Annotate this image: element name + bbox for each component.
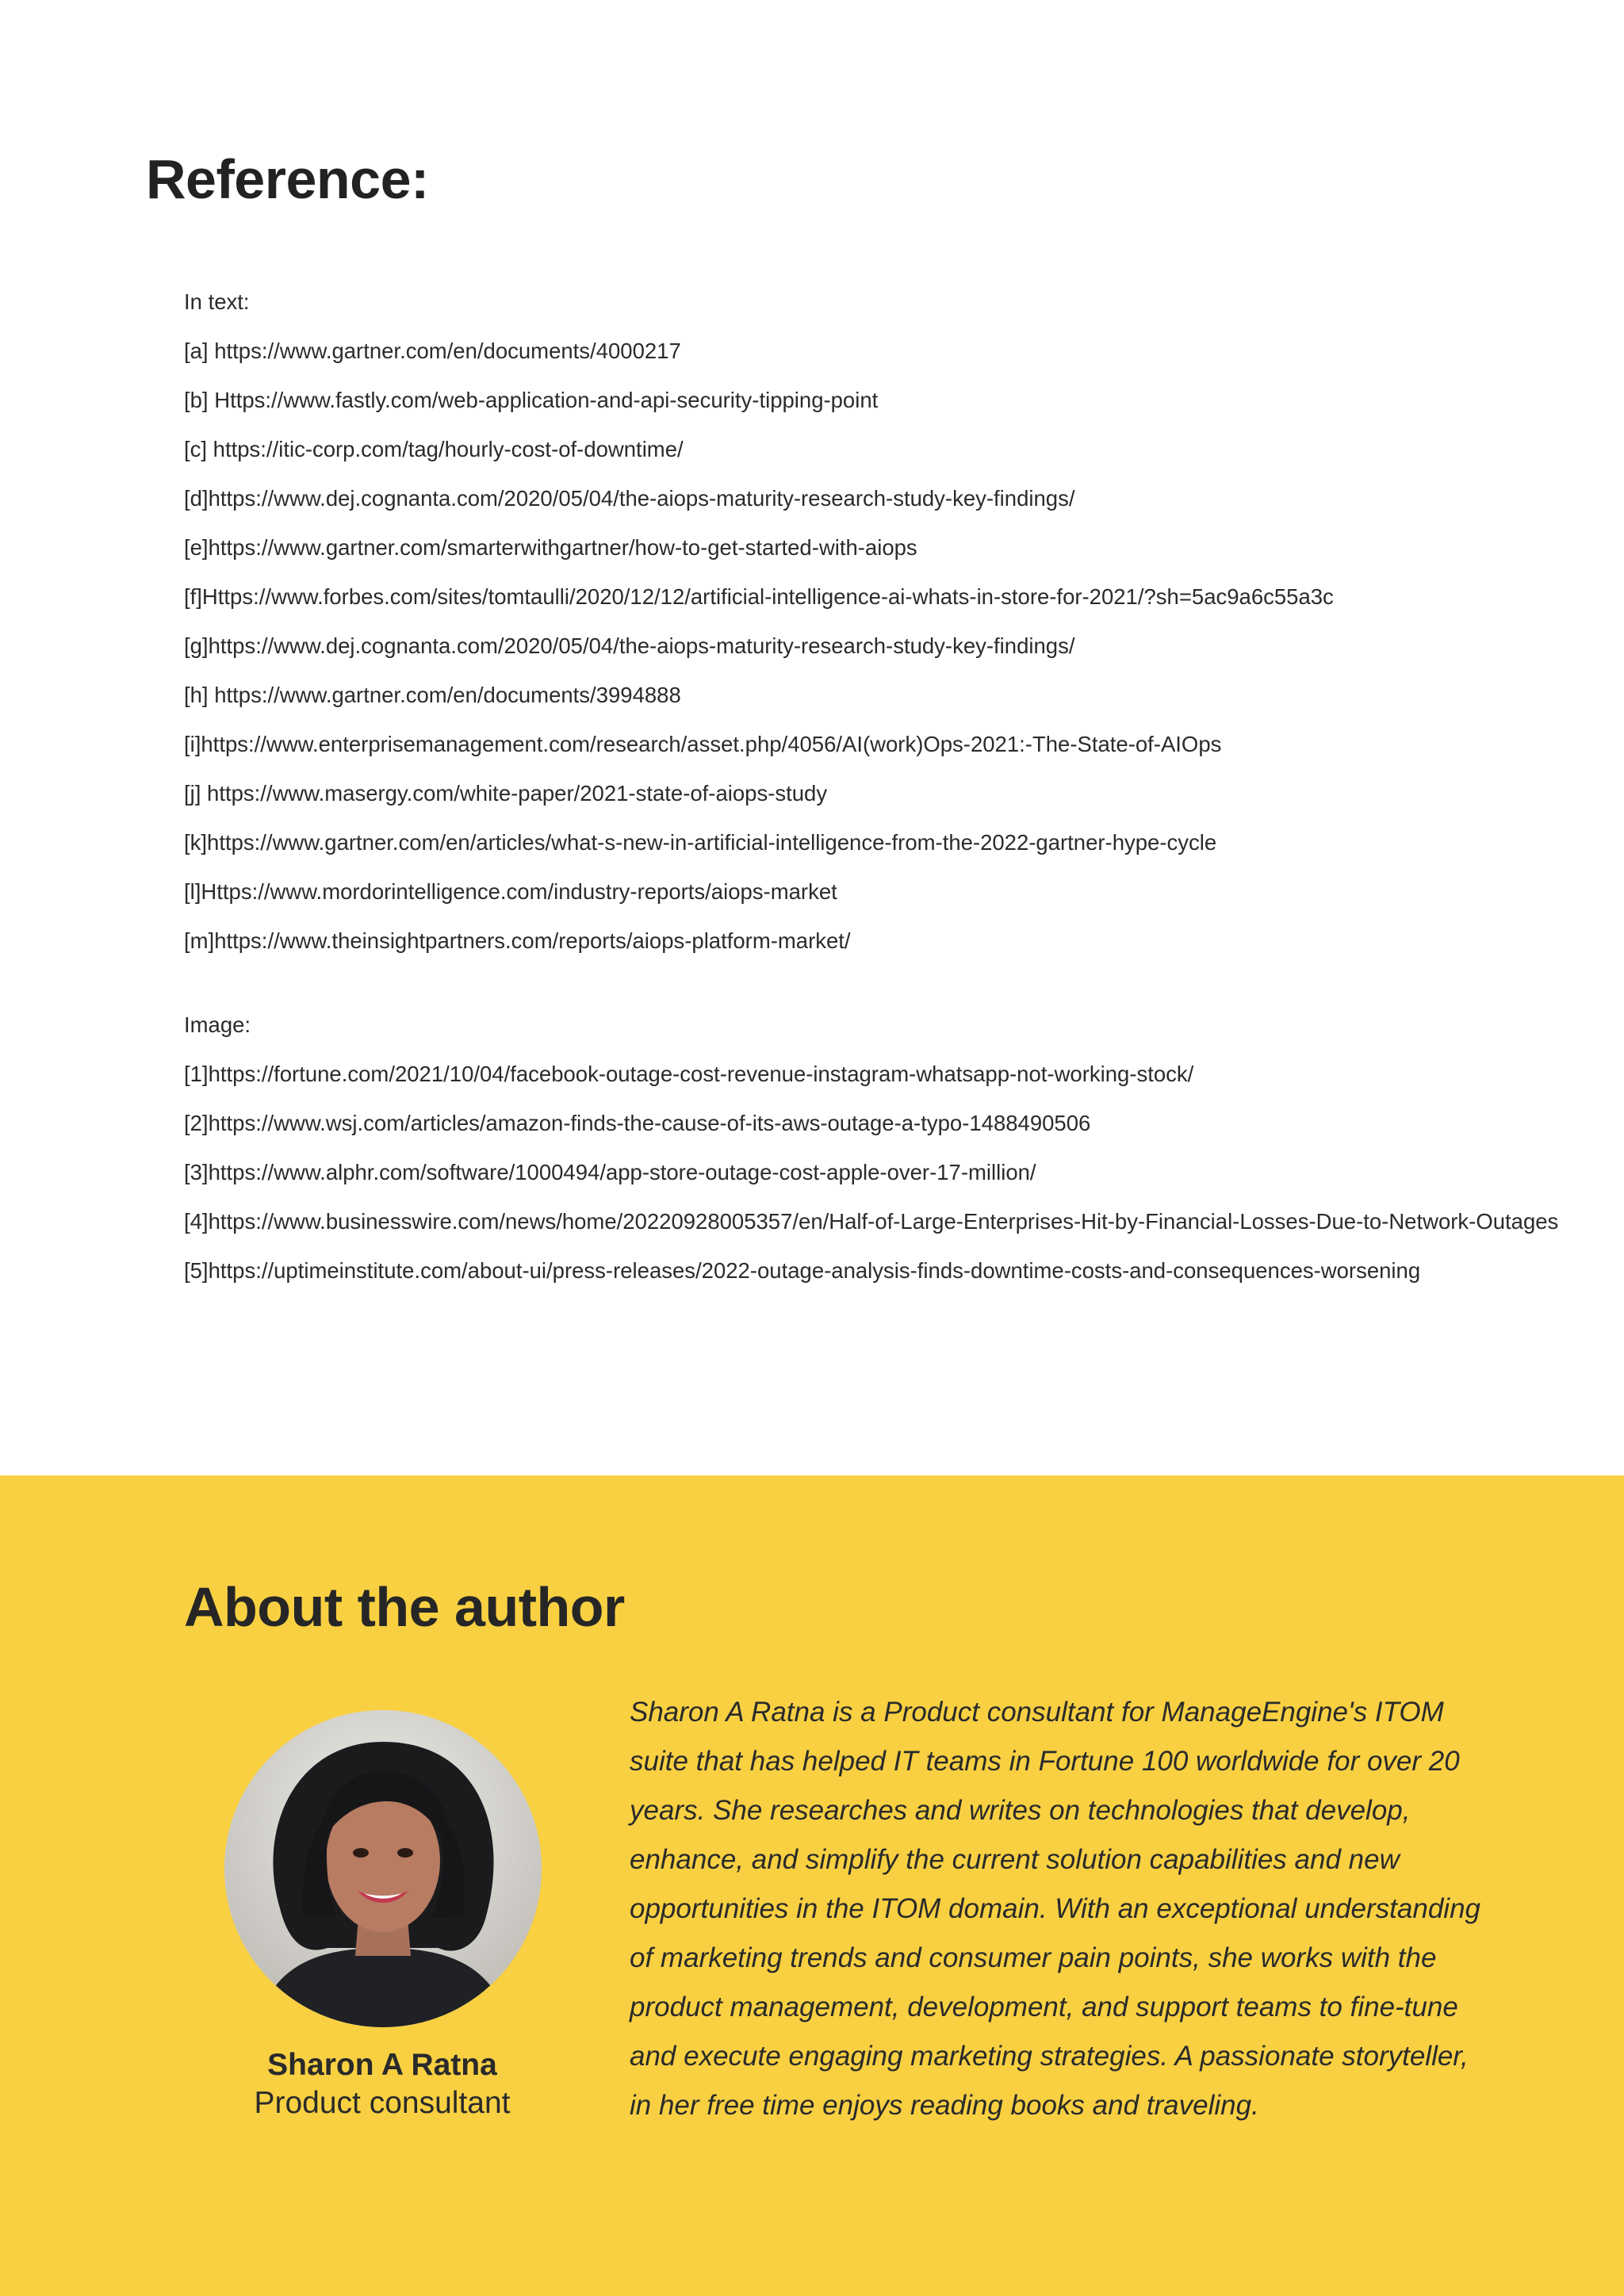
reference-link[interactable]: [c] https://itic-corp.com/tag/hourly-cost-of-downtime/ <box>184 437 684 461</box>
about-author-section <box>0 1475 1624 2296</box>
image-reference-link[interactable]: [1]https://fortune.com/2021/10/04/facebook-outage-cost-revenue-instagram-whatsapp-not-working-stock/ <box>184 1062 1194 1086</box>
references-title: Reference: <box>146 148 429 210</box>
image-reference-link[interactable]: [5]https://uptimeinstitute.com/about-ui/press-releases/2022-outage-analysis-finds-downtime-costs-and-consequences-worsening <box>184 1258 1421 1283</box>
image-reference-link[interactable]: [2]https://www.wsj.com/articles/amazon-finds-the-cause-of-its-aws-outage-a-typo-1488490506 <box>184 1111 1091 1135</box>
author-name: Sharon A Ratna <box>267 2048 497 2082</box>
about-author-title: About the author <box>184 1576 625 1638</box>
reference-link[interactable]: [i]https://www.enterprisemanagement.com/research/asset.php/4056/AI(work)Ops-2021:-The-State-of-AIOps <box>184 732 1222 756</box>
reference-link[interactable]: [a] https://www.gartner.com/en/documents/4000217 <box>184 339 681 363</box>
in-text-label: In text: <box>184 289 250 314</box>
reference-link[interactable]: [h] https://www.gartner.com/en/documents/3994888 <box>184 683 681 707</box>
in-text-references <box>184 277 1334 966</box>
reference-link[interactable]: [j] https://www.masergy.com/white-paper/2021-state-of-aiops-study <box>184 781 828 806</box>
reference-link[interactable]: [g]https://www.dej.cognanta.com/2020/05/04/the-aiops-maturity-research-study-key-findings/ <box>184 633 1075 658</box>
reference-link[interactable]: [d]https://www.dej.cognanta.com/2020/05/04/the-aiops-maturity-research-study-key-findings/ <box>184 486 1075 511</box>
image-reference-link[interactable]: [4]https://www.businesswire.com/news/home/20220928005357/en/Half-of-Large-Enterprises-Hit-by-Financial-Losses-Due-to-Network-Outages <box>184 1209 1559 1234</box>
author-bio: Sharon A Ratna is a Product consultant for ManageEngine's ITOM suite that has helped IT teams in Fortune 100 worldwide for over 20 years. She researches and writes on technologies that develop, enhance, and simplify the current solution capabilities and new opportunities in the ITOM domain. With an exceptional understanding of marketing trends and consumer pain points, she works with the product management, development, and support teams to fine-tune and execute engaging marketing strategies. A passionate storyteller, in her free time enjoys reading books and traveling. <box>630 1697 1481 2121</box>
author-portrait-illustration <box>224 1710 542 2027</box>
reference-link[interactable]: [k]https://www.gartner.com/en/articles/what-s-new-in-artificial-intelligence-from-the-2022-gartner-hype-cycle <box>184 830 1217 855</box>
reference-link[interactable]: [e]https://www.gartner.com/smarterwithgartner/how-to-get-started-with-aiops <box>184 535 917 560</box>
author-avatar <box>224 1710 542 2027</box>
reference-link[interactable]: [f]Https://www.forbes.com/sites/tomtaulli/2020/12/12/artificial-intelligence-ai-whats-in-store-for-2021/?sh=5ac9a6c55a3c <box>184 584 1334 609</box>
author-role: Product consultant <box>254 2086 511 2120</box>
image-references <box>184 1001 1595 1295</box>
reference-link[interactable]: [m]https://www.theinsightpartners.com/reports/aiops-platform-market/ <box>184 928 851 953</box>
image-reference-link[interactable]: [3]https://www.alphr.com/software/1000494/app-store-outage-cost-apple-over-17-million/ <box>184 1160 1036 1184</box>
reference-link[interactable]: [b] Https://www.fastly.com/web-application-and-api-security-tipping-point <box>184 388 879 412</box>
image-label: Image: <box>184 1012 251 1037</box>
reference-link[interactable]: [l]Https://www.mordorintelligence.com/industry-reports/aiops-market <box>184 879 837 904</box>
